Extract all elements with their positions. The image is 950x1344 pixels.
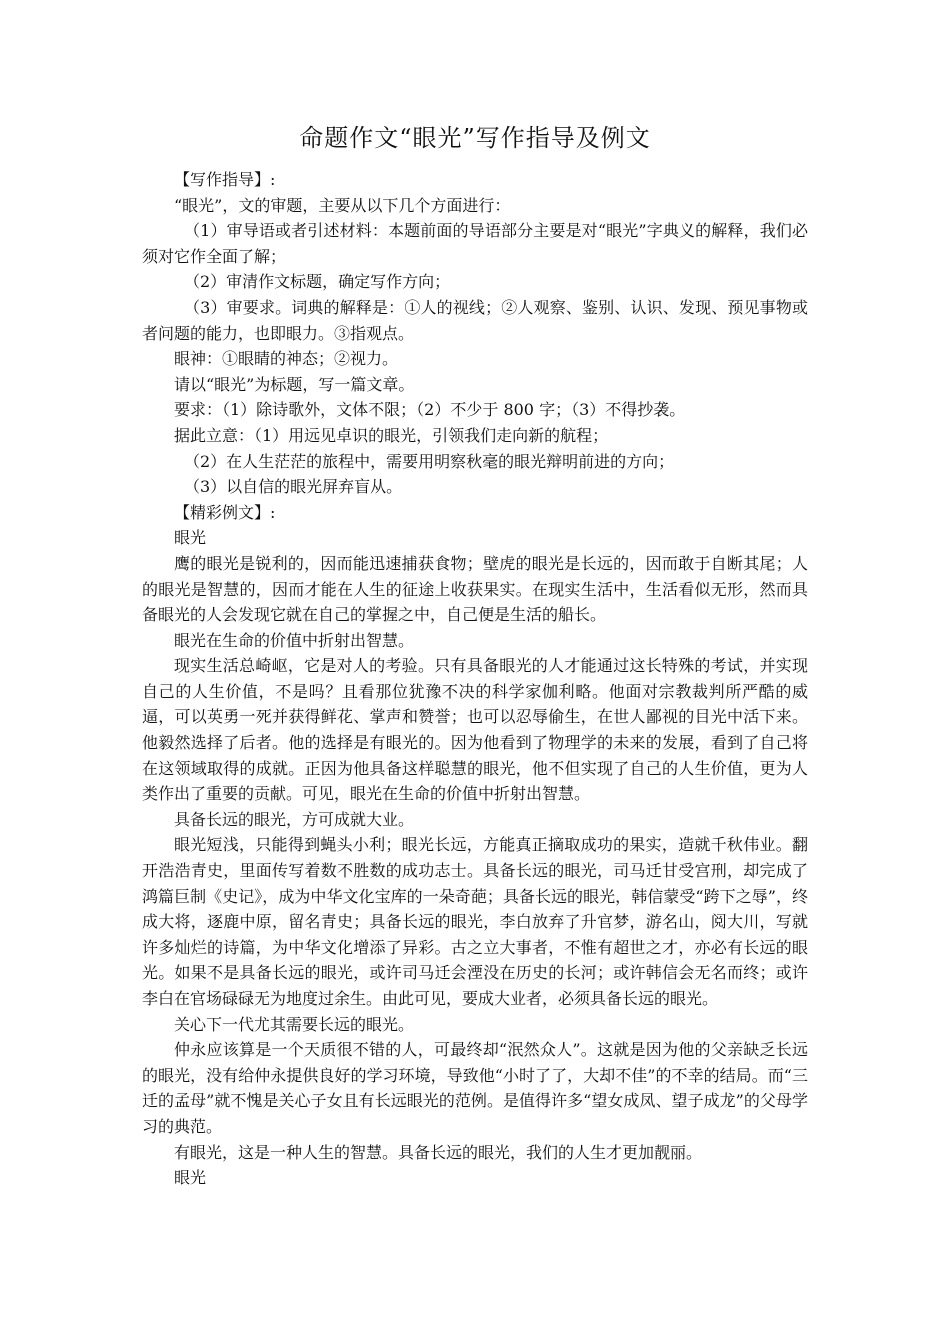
body-paragraph: 眼光 <box>174 528 207 548</box>
body-paragraph: “眼光”，文的审题，主要从以下几个方面进行： <box>174 195 511 215</box>
body-paragraph: 具备长远的眼光，方可成就大业。 <box>174 809 415 829</box>
body-paragraph: （2）审清作文标题，确定写作方向； <box>184 272 451 292</box>
body-paragraph: 眼光短浅，只能得到蝇头小利；眼光长远，方能真正摘取成功的果实，造就千秋伟业。翻开浩浩青史，里面传写着数不胜数的成功志士。具备长远的眼光，司马迁甘受宫刑，却完成了鸿篇巨制《史记》，成为中华文化宝库的一朵奇葩；具备长远的眼光，韩信蒙受“跨下之辱”，终成大将，逐鹿中原，留名青史；具备长远的眼光，李白放弃了升官梦，游名山，阅大川，写就许多灿烂的诗篇，为中华文化增添了异彩。古之立大事者，不惟有超世之才，亦必有长远的眼光。如果不是具备长远的眼光，或许司马迁会湮没在历史的长河；或许韩信会无名而终；或许李白在官场碌碌无为地度过余生。由此可见，要成大业者，必须具备长远的眼光。 <box>142 835 808 1008</box>
body-paragraph: 【写作指导】: <box>174 170 276 189</box>
body-paragraph: 眼光 <box>174 1168 207 1188</box>
body-paragraph: 【精彩例文】: <box>174 502 276 522</box>
body-paragraph: 据此立意：（1）用远见卓识的眼光，引领我们走向新的航程； <box>174 425 609 445</box>
body-paragraph: 有眼光，这是一种人生的智慧。具备长远的眼光，我们的人生才更加靓丽。 <box>174 1142 703 1162</box>
body-paragraph: 鹰的眼光是锐利的，因而能迅速捕获食物；壁虎的眼光是长远的，因而敢于自断其尾；人的眼光是智慧的，因而才能在人生的征途上收获果实。在现实生活中，生活看似无形，然而具备眼光的人会发现它就在自己的掌握之中，自己便是生活的船长。 <box>142 553 808 625</box>
body-paragraph: 现实生活总崎岖，它是对人的考验。只有具备眼光的人才能通过这长特殊的考试，并实现自己的人生价值，不是吗？且看那位犹豫不决的科学家伽利略。他面对宗教裁判所严酷的威逼，可以英勇一死并获得鲜花、掌声和赞誉；也可以忍辱偷生，在世人鄙视的目光中活下来。他毅然选择了后者。他的选择是有眼光的。因为他看到了物理学的未来的发展，看到了自己将在这领域取得的成就。正因为他具备这样聪慧的眼光，他不但实现了自己的人生价值，更为人类作出了重要的贡献。可见，眼光在生命的价值中折射出智慧。 <box>142 656 808 804</box>
body-paragraph: 仲永应该算是一个天质很不错的人，可最终却“泯然众人”。这就是因为他的父亲缺乏长远的眼光，没有给仲永提供良好的学习环境，导致他“小时了了，大却不佳”的不幸的结局。而“三迁的孟母”就不愧是关心子女且有长远眼光的范例。是值得许多“望女成凤、望子成龙”的父母学习的典范。 <box>142 1040 808 1136</box>
document-title: 命题作文“眼光”写作指导及例文 <box>299 124 651 152</box>
body-paragraph: （3）审要求。词典的解释是：①人的视线；②人观察、鉴别、认识、发现、预见事物或者问题的能力，也即眼力。③指观点。 <box>142 297 808 343</box>
body-paragraph: 关心下一代尤其需要长远的眼光。 <box>174 1014 415 1034</box>
body-paragraph: 请以“眼光”为标题，写一篇文章。 <box>174 374 415 394</box>
body-paragraph: 眼光在生命的价值中折射出智慧。 <box>174 630 415 650</box>
body-paragraph: 眼神：①眼睛的神态；②视力。 <box>174 349 399 369</box>
body-paragraph: （3）以自信的眼光屏弃盲从。 <box>184 477 403 497</box>
document-body <box>142 167 808 1191</box>
body-paragraph: 要求：（1）除诗歌外，文体不限；（2）不少于 800 字；（3）不得抄袭。 <box>174 400 686 420</box>
body-paragraph: （1）审导语或者引述材料：本题前面的导语部分主要是对“眼光”字典义的解释，我们必须对它作全面了解； <box>142 221 808 266</box>
body-paragraph: （2）在人生茫茫的旅程中，需要用明察秋毫的眼光辩明前进的方向； <box>184 451 675 471</box>
